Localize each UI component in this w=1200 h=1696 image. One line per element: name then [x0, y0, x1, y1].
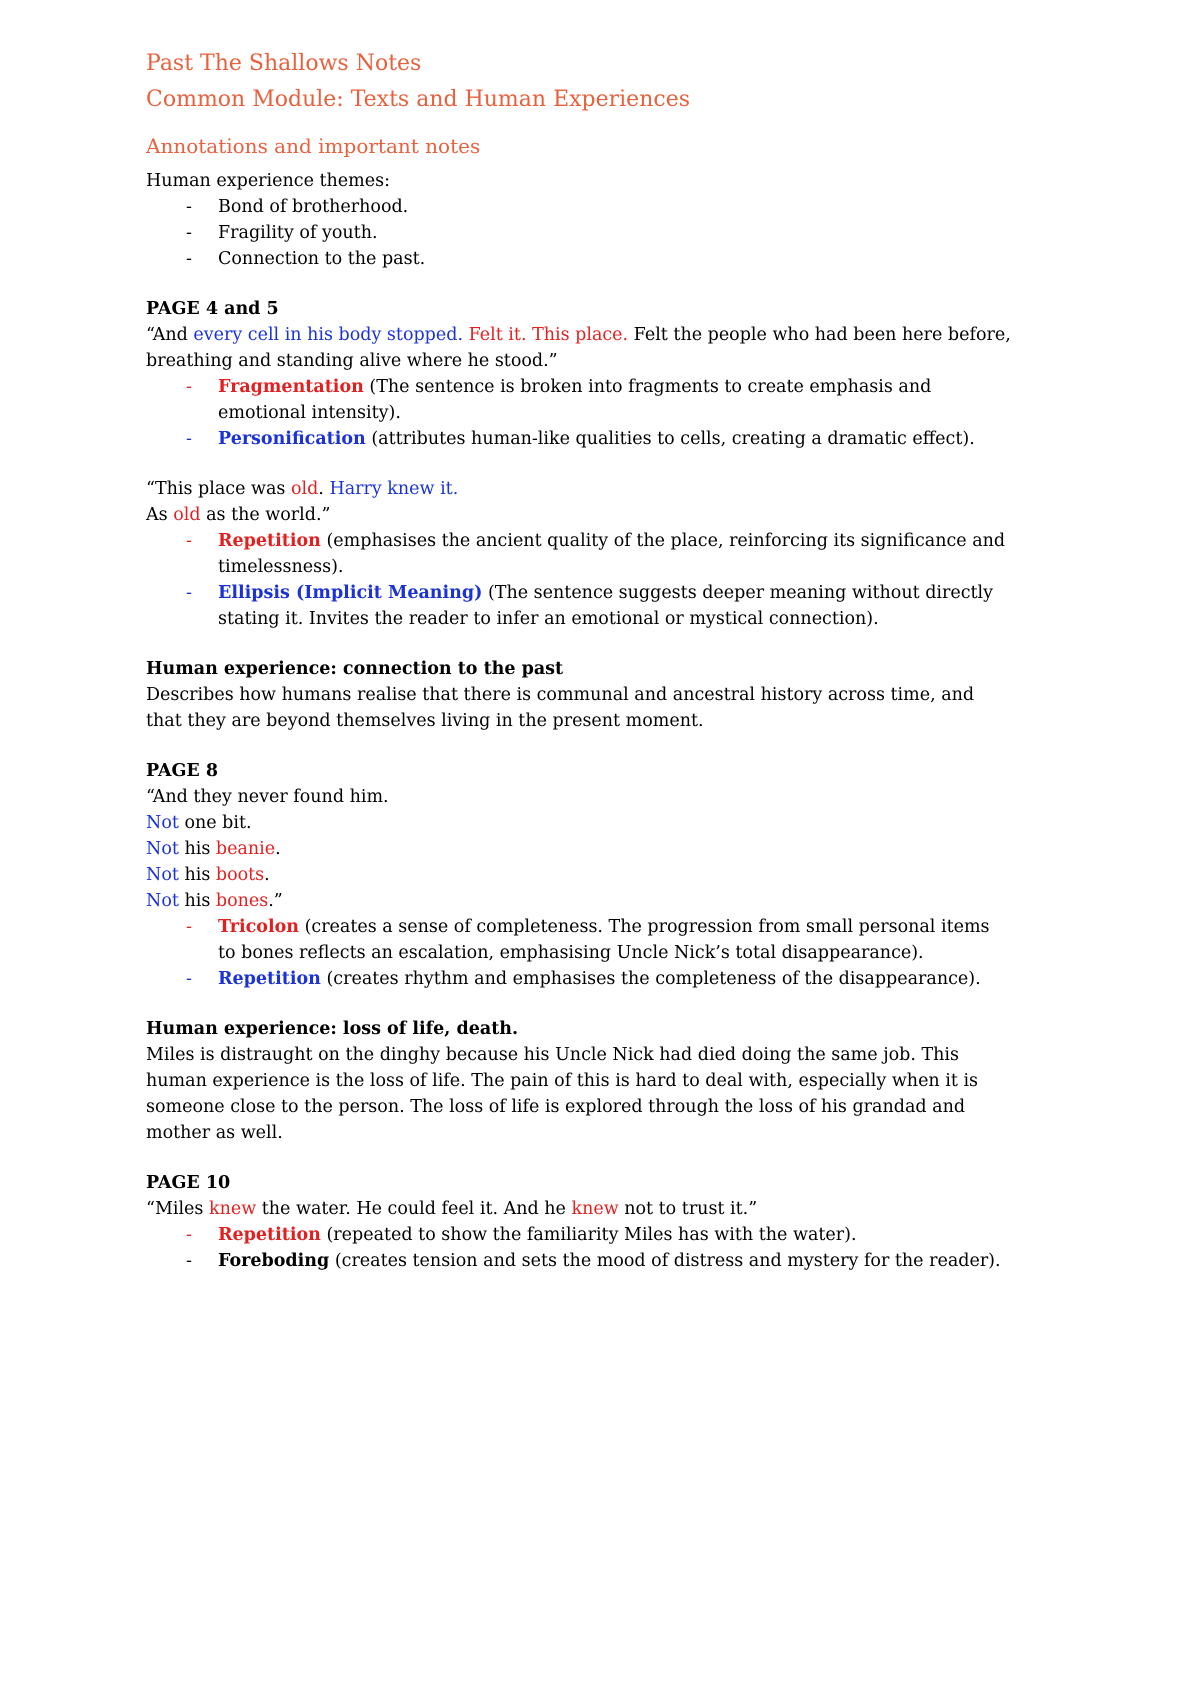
experience-heading: Human experience: connection to the past: [146, 659, 564, 679]
page-heading: PAGE 4 and 5: [146, 299, 279, 319]
quote-line: “And every cell in his body stopped. Felt it. This place. Felt the people who had been here before,: [146, 325, 1011, 345]
quote-line: “Miles knew the water. He could feel it. And he knew not to trust it.”: [146, 1199, 758, 1219]
list-item: - Fragility of youth.: [186, 223, 378, 243]
list-item: - Connection to the past.: [186, 249, 426, 269]
document-subtitle: Common Module: Texts and Human Experiences: [146, 87, 691, 112]
paragraph-line: mother as well.: [146, 1123, 283, 1143]
list-item: - Repetition (repeated to show the familiarity Miles has with the water).: [186, 1225, 857, 1245]
list-item: - Tricolon (creates a sense of completeness. The progression from small personal items to bones reflects an escalation, emphasising Uncle Nick’s total disappearance).: [186, 917, 990, 963]
paragraph-line: that they are beyond themselves living in the present moment.: [146, 711, 704, 731]
themes-intro: Human experience themes:: [146, 171, 390, 191]
paragraph-line: someone close to the person. The loss of life is explored through the loss of his grandad and: [146, 1097, 966, 1117]
paragraph-line: Miles is distraught on the dinghy because his Uncle Nick had died doing the same job. This: [146, 1045, 959, 1065]
page-heading: PAGE 8: [146, 761, 219, 781]
paragraph-line: human experience is the loss of life. The pain of this is hard to deal with, especially when it is: [146, 1071, 979, 1091]
experience-heading: Human experience: loss of life, death.: [146, 1019, 519, 1039]
quote-line: Not one bit.: [146, 813, 252, 833]
list-item: - Personification (attributes human-like qualities to cells, creating a dramatic effect).: [186, 429, 975, 449]
quote-line: As old as the world.”: [146, 505, 331, 525]
technique-list: [146, 1222, 1076, 1274]
section-heading: Annotations and important notes: [146, 134, 481, 158]
list-item: - Repetition (emphasises the ancient quality of the place, reinforcing its significance and timelessness).: [186, 531, 1006, 577]
document-page: [146, 46, 1076, 1274]
document-title: Past The Shallows Notes: [146, 51, 422, 76]
themes-list: [146, 194, 1076, 272]
page-heading: PAGE 10: [146, 1173, 231, 1193]
quote-line: “And they never found him.: [146, 787, 389, 807]
quote-line: Not his beanie.: [146, 839, 281, 859]
list-item: - Foreboding (creates tension and sets the mood of distress and mystery for the reader).: [186, 1251, 1001, 1271]
list-item: - Ellipsis (Implicit Meaning) (The sentence suggests deeper meaning without directly stating it. Invites the reader to infer an emotional or mystical connection).: [186, 583, 994, 629]
quote-line: Not his bones.”: [146, 891, 283, 911]
paragraph-line: Describes how humans realise that there is communal and ancestral history across time, and: [146, 685, 975, 705]
list-item: - Bond of brotherhood.: [186, 197, 409, 217]
technique-list: [146, 528, 1076, 632]
list-item: - Fragmentation (The sentence is broken into fragments to create emphasis and emotional intensity).: [186, 377, 932, 423]
quote-line: “This place was old. Harry knew it.: [146, 479, 459, 499]
technique-list: [146, 374, 1076, 452]
quote-line: breathing and standing alive where he stood.”: [146, 351, 558, 371]
quote-line: Not his boots.: [146, 865, 270, 885]
technique-list: [146, 914, 1076, 992]
list-item: - Repetition (creates rhythm and emphasises the completeness of the disappearance).: [186, 969, 981, 989]
